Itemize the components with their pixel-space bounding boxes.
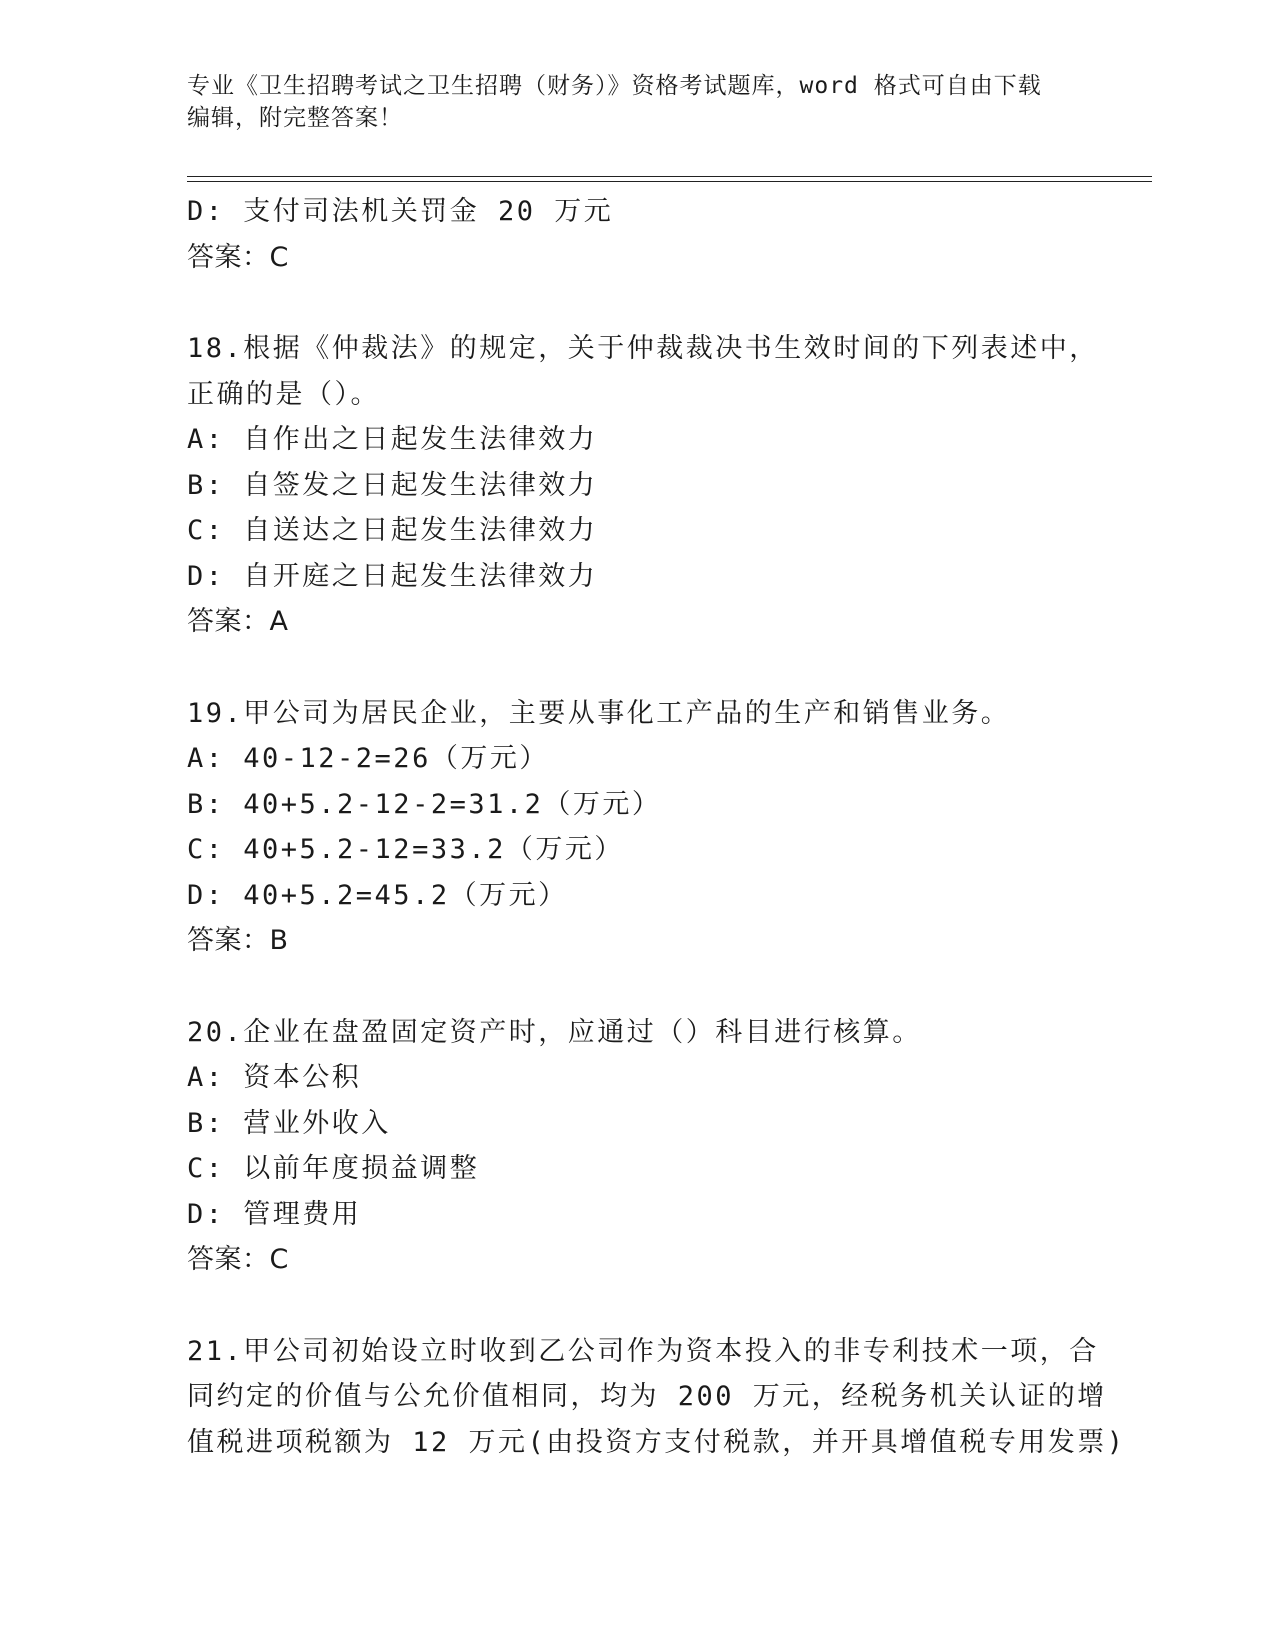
question-stem: 21.甲公司初始设立时收到乙公司作为资本投入的非专利技术一项，合	[187, 1335, 1099, 1367]
question-stem: 19.甲公司为居民企业，主要从事化工产品的生产和销售业务。	[187, 697, 1011, 729]
option-a: A: 40-12-2=26（万元）	[187, 743, 549, 774]
question-stem: 值税进项税额为 12 万元(由投资方支付税款，并开具增值税专用发票)	[187, 1426, 1126, 1458]
option-c: C: 自送达之日起发生法律效力	[187, 515, 598, 546]
question-19	[187, 691, 1087, 964]
option-d: D: 自开庭之日起发生法律效力	[187, 560, 598, 592]
option-d: D: 支付司法机关罚金 20 万元	[187, 196, 614, 227]
option-d: D: 40+5.2=45.2（万元）	[187, 879, 568, 911]
answer-text: 答案：C	[187, 1244, 289, 1275]
header-divider-top	[187, 176, 1152, 177]
answer-text: 答案：C	[187, 241, 289, 273]
option-b: B: 自签发之日起发生法律效力	[187, 469, 598, 501]
page-header	[187, 70, 1087, 134]
answer-text: 答案：B	[187, 925, 289, 956]
question-stem: 正确的是（）。	[187, 378, 380, 410]
option-d: D: 管理费用	[187, 1198, 362, 1230]
question-stem: 同约定的价值与公允价值相同，均为 200 万元，经税务机关认证的增	[187, 1381, 1107, 1412]
option-a: A: 资本公积	[187, 1062, 362, 1093]
question-list	[187, 189, 1126, 1465]
question-20	[187, 1010, 1087, 1283]
question-21	[187, 1329, 1126, 1466]
question-stem: 20.企业在盘盈固定资产时，应通过（）科目进行核算。	[187, 1016, 922, 1048]
option-a: A: 自作出之日起发生法律效力	[187, 424, 598, 455]
spacer	[187, 964, 1087, 1010]
header-line-1: 专业《卫生招聘考试之卫生招聘（财务）》资格考试题库，word 格式可自由下载	[187, 73, 1042, 99]
header-line-2: 编辑，附完整答案！	[187, 105, 403, 131]
option-b: B: 营业外收入	[187, 1107, 391, 1139]
spacer	[187, 280, 1087, 326]
question-17	[187, 189, 1087, 280]
header-divider-bottom	[187, 181, 1152, 182]
question-18	[187, 326, 1099, 645]
spacer	[187, 1283, 1087, 1329]
option-c: C: 以前年度损益调整	[187, 1153, 480, 1184]
answer-text: 答案：A	[187, 606, 289, 637]
question-stem: 18.根据《仲裁法》的规定，关于仲裁裁决书生效时间的下列表述中，	[187, 333, 1099, 364]
spacer	[187, 645, 1087, 691]
option-b: B: 40+5.2-12-2=31.2（万元）	[187, 788, 662, 820]
option-c: C: 40+5.2-12=33.2（万元）	[187, 834, 624, 865]
